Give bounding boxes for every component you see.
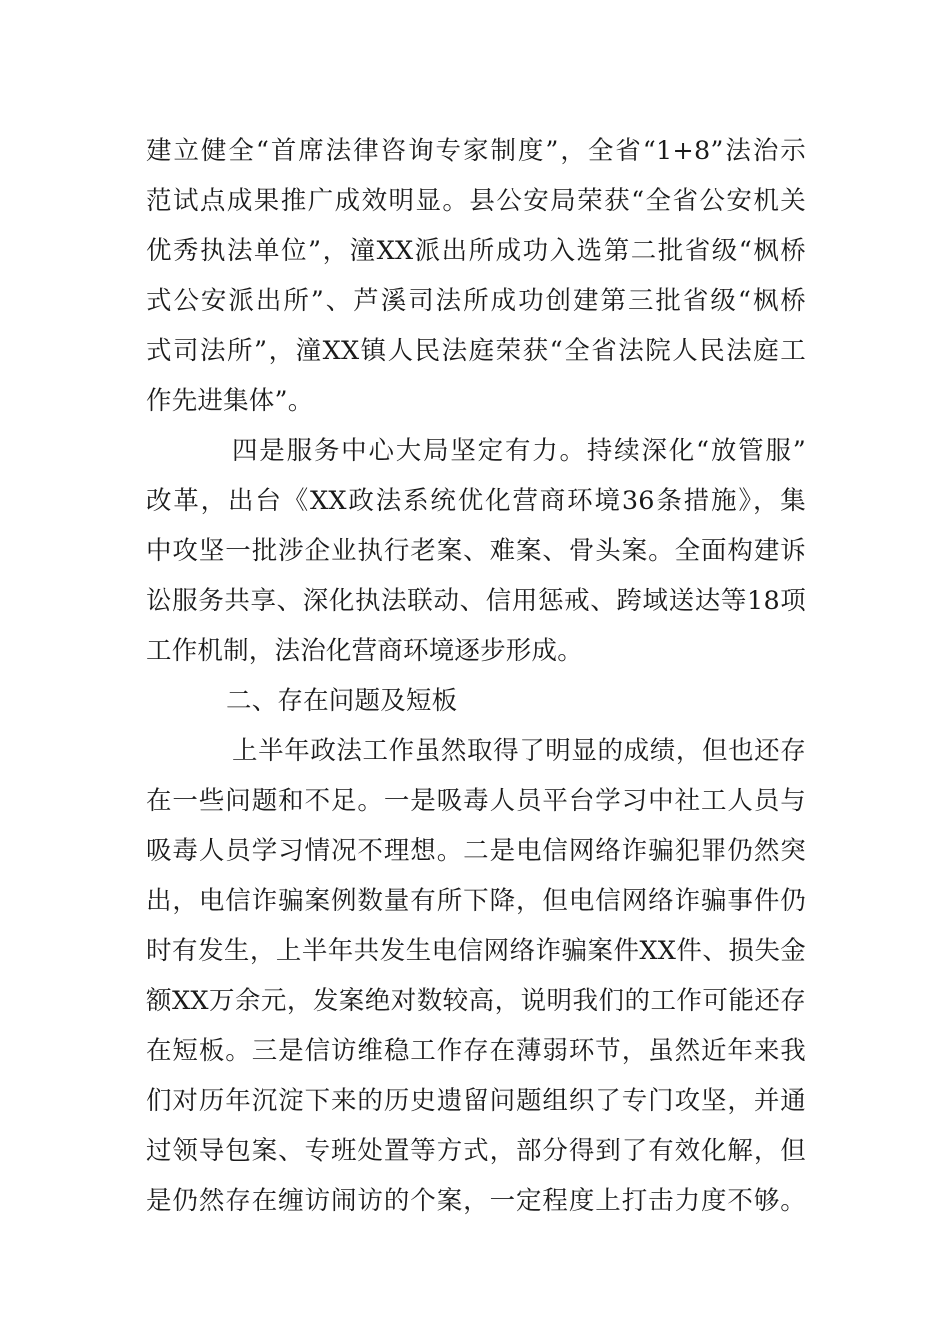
paragraph-line: 吸毒人员学习情况不理想。二是电信网络诈骗犯罪仍然突: [146, 836, 806, 866]
section-heading: 二、存在问题及短板: [226, 686, 458, 716]
paragraph-line: 工作机制，法治化营商环境逐步形成。: [146, 636, 583, 666]
paragraph-line: 在一些问题和不足。一是吸毒人员平台学习中社工人员与: [146, 786, 806, 816]
paragraph-line: 时有发生，上半年共发生电信网络诈骗案件XX件、损失金: [146, 936, 806, 966]
paragraph-line: 作先进集体”。: [146, 386, 314, 416]
paragraph-line: 式公安派出所”、芦溪司法所成功创建第三批省级“枫桥: [146, 286, 806, 316]
paragraph-line: 们对历年沉淀下来的历史遗留问题组织了专门攻坚，并通: [146, 1086, 806, 1116]
paragraph-line: 改革，出台《XX政法系统优化营商环境36条措施》，集: [146, 486, 806, 516]
paragraph-line: 四是服务中心大局坚定有力。持续深化“放管服”: [232, 436, 806, 466]
paragraph-line: 建立健全“首席法律咨询专家制度”，全省“1+8”法治示: [146, 136, 806, 166]
paragraph-line: 在短板。三是信访维稳工作存在薄弱环节，虽然近年来我: [146, 1036, 806, 1066]
paragraph-line: 是仍然存在缠访闹访的个案，一定程度上打击力度不够。: [146, 1186, 806, 1216]
paragraph-line: 优秀执法单位”，潼XX派出所成功入选第二批省级“枫桥: [146, 236, 806, 266]
paragraph-line: 中攻坚一批涉企业执行老案、难案、骨头案。全面构建诉: [146, 536, 806, 566]
paragraph-line: 范试点成果推广成效明显。县公安局荣获“全省公安机关: [146, 186, 806, 216]
paragraph-line: 式司法所”，潼XX镇人民法庭荣获“全省法院人民法庭工: [146, 336, 806, 366]
paragraph-line: 出，电信诈骗案例数量有所下降，但电信网络诈骗事件仍: [146, 886, 806, 916]
paragraph-line: 过领导包案、专班处置等方式，部分得到了有效化解，但: [146, 1136, 806, 1166]
paragraph-line: 上半年政法工作虽然取得了明显的成绩，但也还存: [232, 736, 806, 766]
paragraph-line: 额XX万余元，发案绝对数较高，说明我们的工作可能还存: [146, 986, 806, 1016]
paragraph-line: 讼服务共享、深化执法联动、信用惩戒、跨域送达等18项: [146, 586, 806, 616]
